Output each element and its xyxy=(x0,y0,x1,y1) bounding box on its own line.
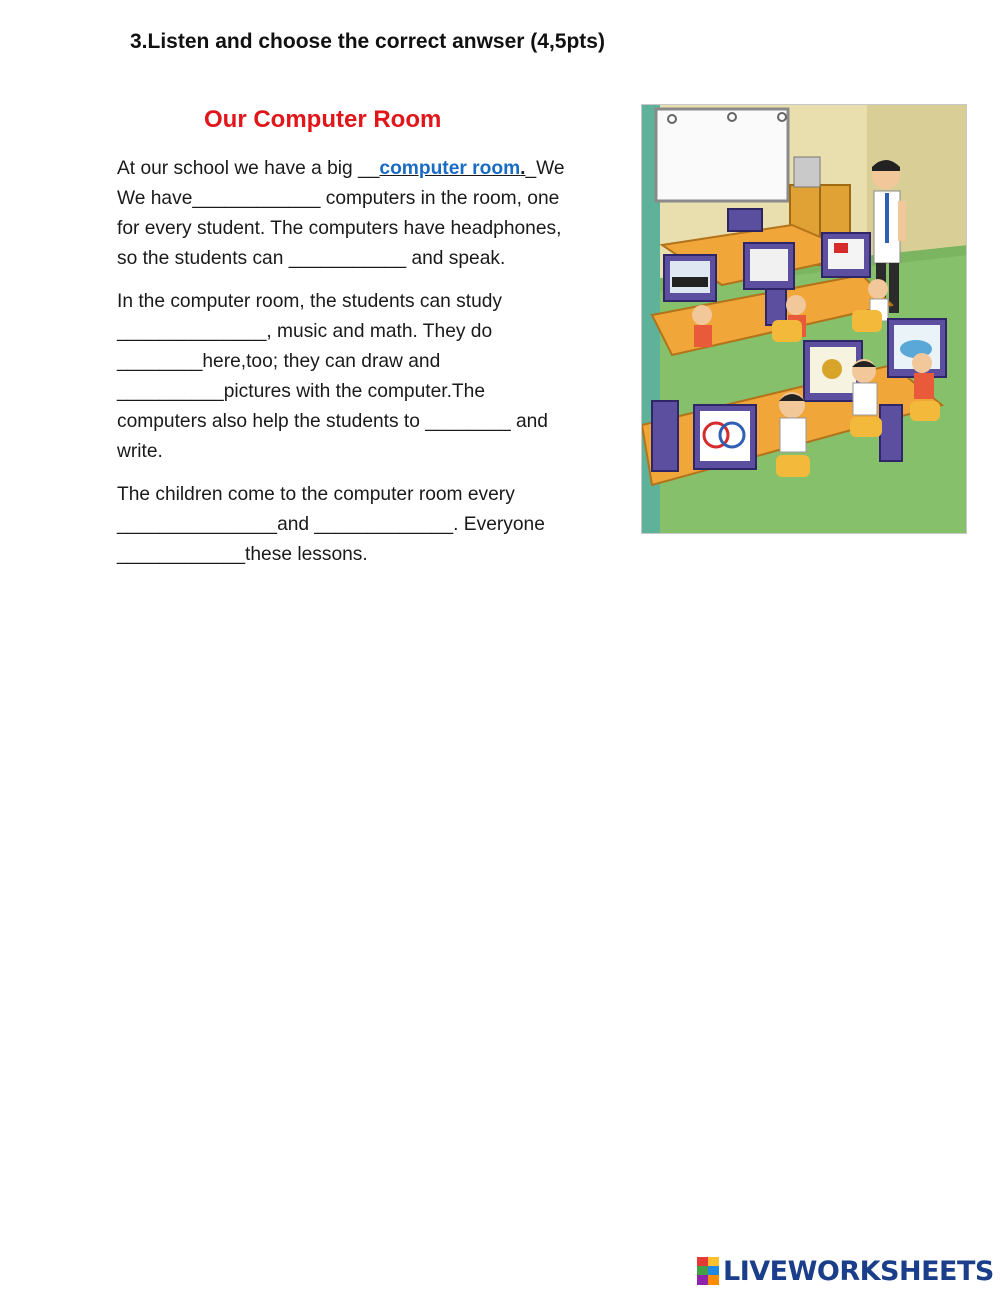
passage-line: so the students can ___________ and speak. xyxy=(117,248,506,269)
computer-room-illustration xyxy=(641,104,967,534)
passage-line: _______________and _____________. Everyone xyxy=(117,514,545,535)
text-segment: _We xyxy=(525,158,565,179)
answer-blank[interactable] xyxy=(379,158,525,179)
passage-line: ____________these lessons. xyxy=(117,544,368,565)
passage-line: The children come to the computer room every xyxy=(117,484,515,505)
paragraph-2 xyxy=(117,287,617,467)
paragraph-3 xyxy=(117,480,617,570)
passage-line: We have____________ computers in the room, one xyxy=(117,188,560,209)
text-segment: At our school we have a big __ xyxy=(117,158,380,179)
logo-text: LIVEWORKSHEETS xyxy=(723,1255,994,1287)
paragraph-1 xyxy=(117,154,617,274)
logo-mark-icon xyxy=(697,1257,719,1285)
passage-line: ______________, music and math. They do xyxy=(117,321,493,342)
answer-punctuation: . xyxy=(520,158,526,179)
passage-title: Our Computer Room xyxy=(204,106,442,133)
passage-line xyxy=(117,154,617,184)
passage-line: ________here,too; they can draw and xyxy=(117,351,441,372)
passage-line: computers also help the students to ________ and xyxy=(117,411,548,432)
liveworksheets-logo xyxy=(697,1255,994,1287)
passage-line: write. xyxy=(117,441,163,462)
passage-line: for every student. The computers have headphones, xyxy=(117,218,562,239)
passage-line: __________pictures with the computer.The xyxy=(117,381,486,402)
passage-text xyxy=(117,154,617,570)
whiteboard xyxy=(656,109,788,201)
classroom-illustration xyxy=(642,105,967,534)
passage-line: In the computer room, the students can study xyxy=(117,291,503,312)
task-title: 3.Listen and choose the correct anwser (4,5pts) xyxy=(130,30,605,53)
filled-answer: computer room xyxy=(379,158,521,179)
